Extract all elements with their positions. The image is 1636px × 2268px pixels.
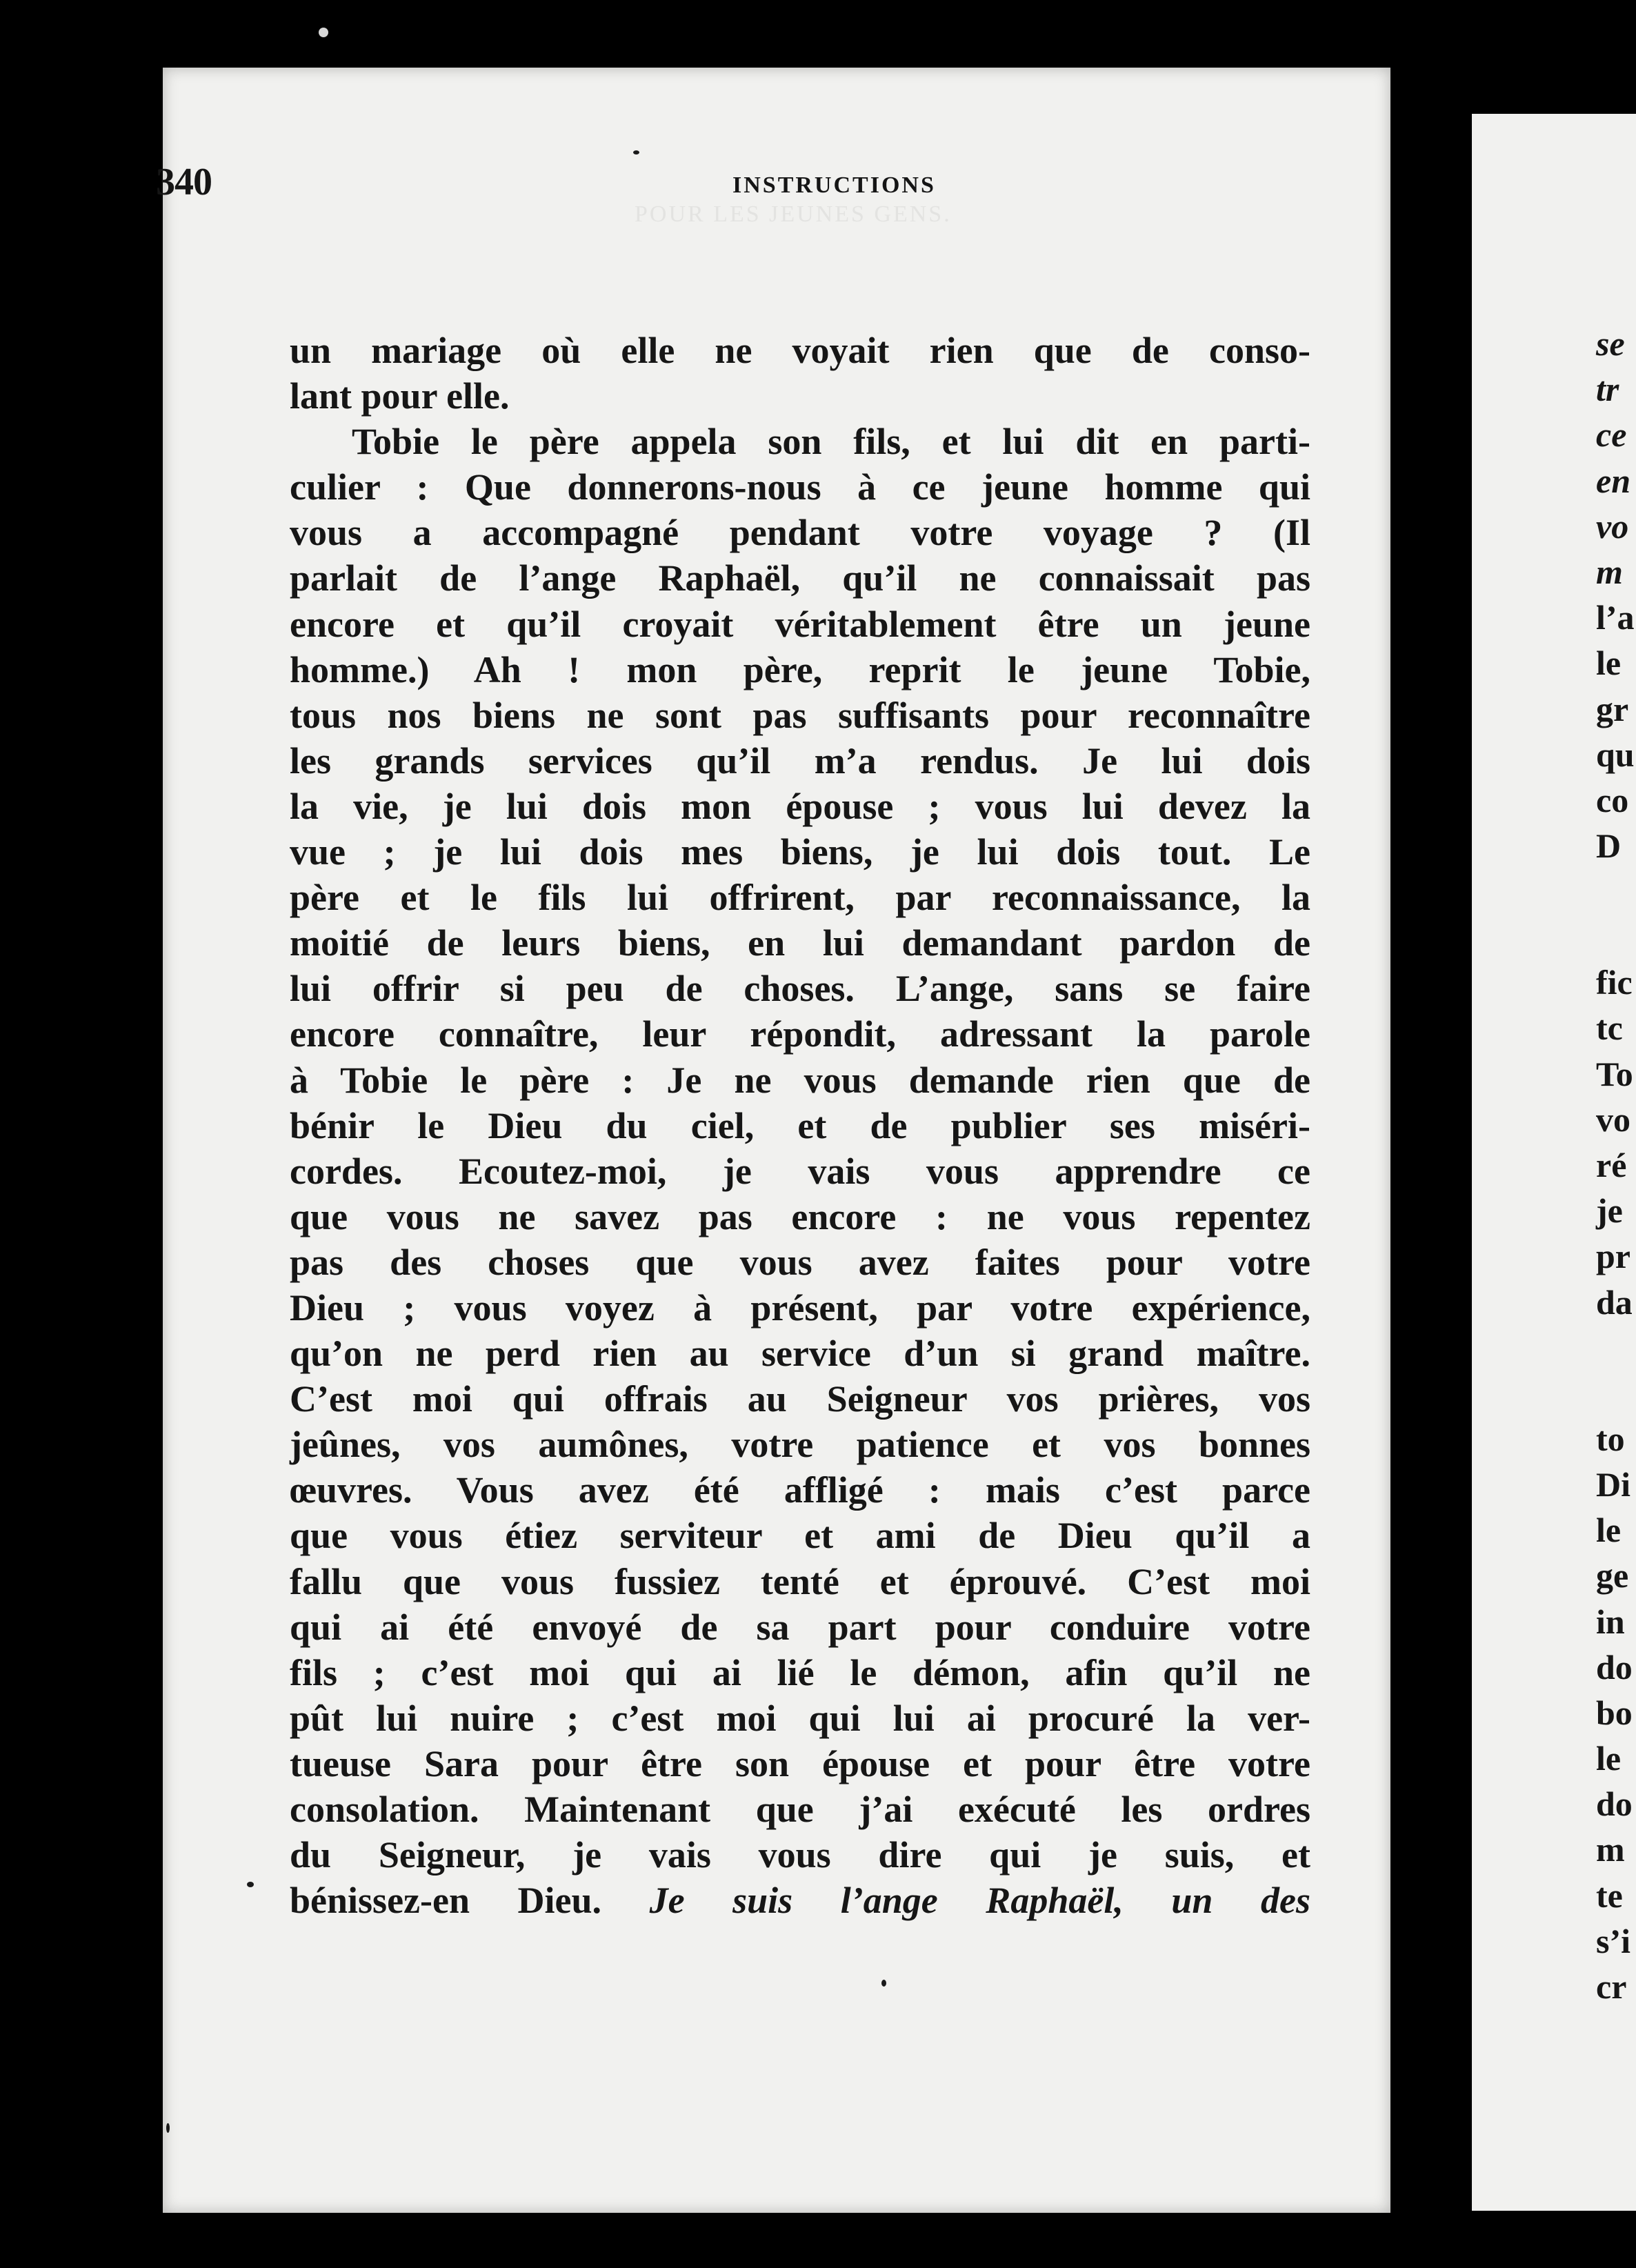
text-line: vue ; je lui dois mes biens, je lui dois tout. Le — [290, 831, 1310, 873]
text-fragment: qu — [1596, 735, 1635, 774]
text-line: lant pour elle. — [290, 375, 510, 417]
text-line: Dieu ; vous voyez à présent, par votre expérience, — [290, 1286, 1310, 1329]
text-line: un mariage où elle ne voyait rien que de conso- — [290, 330, 1310, 371]
text-fragment: en — [1596, 461, 1630, 500]
text-fragment: Di — [1596, 1464, 1630, 1504]
text-line: les grands services qu’il m’a rendus. Je lui dois — [290, 739, 1310, 782]
ink-speck — [633, 150, 639, 155]
page-body-text — [290, 328, 1310, 1923]
running-head: INSTRUCTIONS — [732, 172, 936, 198]
text-line: que vous étiez serviteur et ami de Dieu qu’il a — [290, 1515, 1310, 1557]
text-fragment: s’i — [1596, 1921, 1630, 1960]
ink-speck — [166, 2123, 170, 2133]
text-line: qu’on ne perd rien au service d’un si grand maître. — [290, 1333, 1310, 1375]
text-line: moitié de leurs biens, en lui demandant pardon de — [290, 922, 1310, 964]
text-fragment-spacer — [1472, 868, 1635, 959]
text-fragment: in — [1596, 1602, 1625, 1641]
text-line: à Tobie le père : Je ne vous demande rien que de — [290, 1059, 1310, 1101]
text-fragment: cr — [1596, 1967, 1627, 2006]
text-line: tueuse Sara pour être son épouse et pour être votre — [290, 1742, 1310, 1784]
text-line: que vous ne savez pas encore : ne vous repentez — [290, 1195, 1310, 1237]
adjacent-page-fragments — [1472, 321, 1635, 2009]
ink-speck — [247, 1882, 254, 1887]
text-fragment: to — [1596, 1419, 1625, 1458]
text-fragment: m — [1596, 552, 1623, 591]
text-line: consolation. Maintenant que j’ai exécuté les ordres — [290, 1789, 1310, 1830]
text-fragment: je — [1596, 1191, 1623, 1231]
text-line: père et le fils lui offrirent, par reconnaissance, la — [290, 877, 1310, 919]
text-line: C’est moi qui offrais au Seigneur vos prières, vos — [290, 1378, 1310, 1420]
adjacent-page-edge — [1472, 114, 1636, 2211]
text-line: œuvres. Vous avez été affligé : mais c’est parce — [290, 1469, 1310, 1511]
text-fragment: tc — [1596, 1008, 1623, 1048]
text-fragment: To — [1596, 1054, 1633, 1093]
text-line-last — [290, 1878, 1310, 1923]
text-line: vous a accompagné pendant votre voyage ? (Il — [290, 512, 1310, 554]
text-fragment: l’a — [1596, 598, 1635, 637]
ink-speck — [319, 28, 328, 37]
text-fragment: ce — [1596, 415, 1627, 455]
text-line: bénir le Dieu du ciel, et de publier ses miséri- — [290, 1104, 1310, 1146]
text-line: jeûnes, vos aumônes, votre patience et vos bonnes — [290, 1424, 1310, 1466]
ink-speck — [881, 1980, 886, 1987]
text-line: fils ; c’est moi qui ai lié le démon, afin qu’il ne — [290, 1651, 1310, 1693]
text-fragment: bo — [1596, 1693, 1633, 1732]
text-line: parlait de l’ange Raphaël, qu’il ne connaissait pas — [290, 557, 1310, 599]
text-fragment: le — [1596, 1739, 1622, 1778]
text-fragment: le — [1596, 644, 1622, 683]
text-fragment: fic — [1596, 963, 1633, 1002]
text-fragment: co — [1596, 780, 1629, 819]
text-fragment: do — [1596, 1784, 1633, 1824]
text-line: tous nos biens ne sont pas suffisants pour reconnaître — [290, 694, 1310, 736]
text-line: Tobie le père appela son fils, et lui dit en parti- — [352, 421, 1310, 463]
text-fragment: da — [1596, 1282, 1633, 1322]
text-line: fallu que vous fussiez tenté et éprouvé. C’est moi — [290, 1560, 1310, 1602]
text-line: homme.) Ah ! mon père, reprit le jeune Tobie, — [290, 648, 1310, 690]
text-fragment: pr — [1596, 1237, 1630, 1276]
text-fragment: vo — [1596, 506, 1629, 546]
text-fragment: te — [1596, 1876, 1623, 1915]
text-fragment: se — [1596, 324, 1625, 363]
text-fragment: tr — [1596, 370, 1619, 409]
text-line: du Seigneur, je vais vous dire qui je suis, et — [290, 1834, 1310, 1876]
page-number: 340 — [156, 161, 212, 203]
text-fragment: ge — [1596, 1556, 1629, 1595]
text-fragment: do — [1596, 1647, 1633, 1687]
text-line: pût lui nuire ; c’est moi qui lui ai procuré la ver- — [290, 1697, 1310, 1739]
last-line-italic: Je suis l’ange Raphaël, un des — [649, 1880, 1310, 1922]
text-line: encore connaître, leur répondit, adressant la parole — [290, 1013, 1310, 1055]
text-fragment: ré — [1596, 1146, 1627, 1184]
text-line: culier : Que donnerons-nous à ce jeune homme qui — [290, 466, 1310, 508]
text-line: pas des choses que vous avez faites pour votre — [290, 1241, 1310, 1283]
text-line: cordes. Ecoutez-moi, je vais vous apprendre ce — [290, 1150, 1310, 1192]
text-fragment-spacer — [1472, 1325, 1635, 1416]
text-line: lui offrir si peu de choses. L’ange, sans se faire — [290, 968, 1310, 1010]
text-fragment: gr — [1596, 689, 1629, 728]
text-line: encore et qu’il croyait véritablement être un jeune — [290, 603, 1310, 645]
bleed-through-text: POUR LES JEUNES GENS. — [635, 201, 952, 227]
text-fragment: D — [1596, 826, 1622, 866]
last-line-plain: bénissez-en Dieu. — [290, 1880, 602, 1922]
text-line: la vie, je lui dois mon épouse ; vous lui devez la — [290, 785, 1310, 827]
text-line: qui ai été envoyé de sa part pour conduire votre — [290, 1606, 1310, 1648]
text-fragment: vo — [1596, 1100, 1630, 1139]
text-fragment: m — [1596, 1830, 1625, 1869]
text-fragment: le — [1596, 1511, 1622, 1550]
